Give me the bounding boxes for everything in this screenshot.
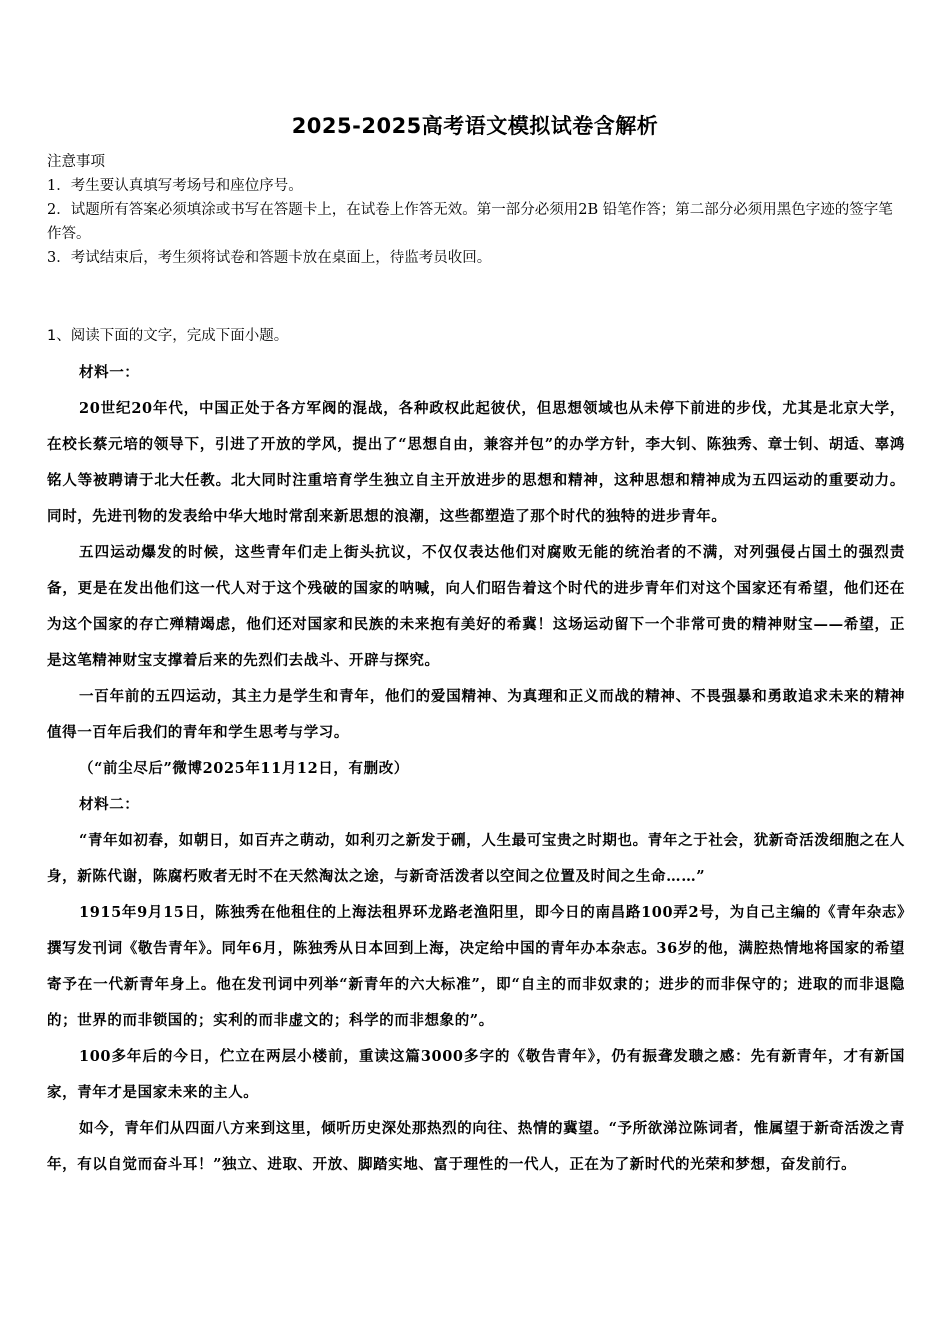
material-2-paragraph: 1915年9月15日，陈独秀在他租住的上海法租界环龙路老渔阳里，即今日的南昌路100弄2号，为自己主编的《青年杂志》撰写发刊词《敬告青年》。同年6月，陈独秀从日本回到上海，决定给中国的青年办本杂志。36岁的他，满腔热情地将国家的希望寄予在一代新青年身上。他在发刊词中列举“新青年的六大标准”，即“自主的而非奴隶的；进步的而非保守的；进取的而非退隐的；世界的而非锁国的；实利的而非虚文的；科学的而非想象的”。: [47, 904, 905, 1029]
notes-item: 1．考生要认真填写考场号和座位序号。: [47, 178, 303, 194]
material-2-paragraph: 100多年后的今日，伫立在两层小楼前，重读这篇3000多字的《敬告青年》，仍有振聋发聩之感：先有新青年，才有新国家，青年才是国家未来的主人。: [47, 1048, 905, 1101]
page-title: 2025-2025高考语文模拟试卷含解析: [291, 114, 659, 138]
material-2-label: 材料二：: [79, 796, 140, 813]
notes-item: 3．考试结束后，考生须将试卷和答题卡放在桌面上，待监考员收回。: [47, 250, 492, 266]
material-1-paragraph: 五四运动爆发的时候，这些青年们走上街头抗议，不仅仅表达他们对腐败无能的统治者的不满，对列强侵占国土的强烈责备，更是在发出他们这一代人对于这个残破的国家的呐喊，向人们昭告着这个时代的进步青年们对这个国家还有希望，他们还在为这个国家的存亡殚精竭虑，他们还对国家和民族的未来抱有美好的希冀！这场运动留下一个非常可贵的精神财宝——希望，正是这笔精神财宝支撑着后来的先烈们去战斗、开辟与探究。: [47, 544, 905, 669]
material-2-paragraph: 如今，青年们从四面八方来到这里，倾听历史深处那热烈的向往、热情的冀望。“予所欲涕泣陈词者，惟属望于新奇活泼之青年，有以自觉而奋斗耳！”独立、进取、开放、脚踏实地、富于理性的一代人，正在为了新时代的光荣和梦想，奋发前行。: [47, 1120, 905, 1173]
reading-material: [47, 355, 905, 1183]
notes-section: [47, 150, 907, 270]
material-1-source: （“前尘尽后”微博2025年11月12日，有删改）: [79, 760, 409, 777]
material-1-paragraph: 一百年前的五四运动，其主力是学生和青年，他们的爱国精神、为真理和正义而战的精神、不畏强暴和勇敢追求未来的精神值得一百年后我们的青年和学生思考与学习。: [47, 688, 905, 741]
question-prompt: 1、阅读下面的文字，完成下面小题。: [47, 328, 289, 344]
material-2-paragraph: “青年如初春，如朝日，如百卉之萌动，如利刃之新发于硎，人生最可宝贵之时期也。青年之于社会，犹新奇活泼细胞之在人身，新陈代谢，陈腐朽败者无时不在天然淘汰之途，与新奇活泼者以空间之位置及时间之生命……”: [47, 832, 905, 885]
notes-item: 2．试题所有答案必须填涂或书写在答题卡上，在试卷上作答无效。第一部分必须用2B 铅笔作答；第二部分必须用黑色字迹的签字笔作答。: [47, 202, 893, 242]
material-1-label: 材料一：: [79, 364, 140, 381]
material-1-paragraph: 20世纪20年代，中国正处于各方军阀的混战，各种政权此起彼伏，但思想领域也从未停下前进的步伐，尤其是北京大学，在校长蔡元培的领导下，引进了开放的学风，提出了“思想自由，兼容并包”的办学方针，李大钊、陈独秀、章士钊、胡适、辜鸿铭人等被聘请于北大任教。北大同时注重培育学生独立自主开放进步的思想和精神，这种思想和精神成为五四运动的重要动力。同时，先进刊物的发表给中华大地时常刮来新思想的浪潮，这些都塑造了那个时代的独特的进步青年。: [47, 400, 905, 525]
notes-heading: 注意事项: [47, 154, 105, 170]
